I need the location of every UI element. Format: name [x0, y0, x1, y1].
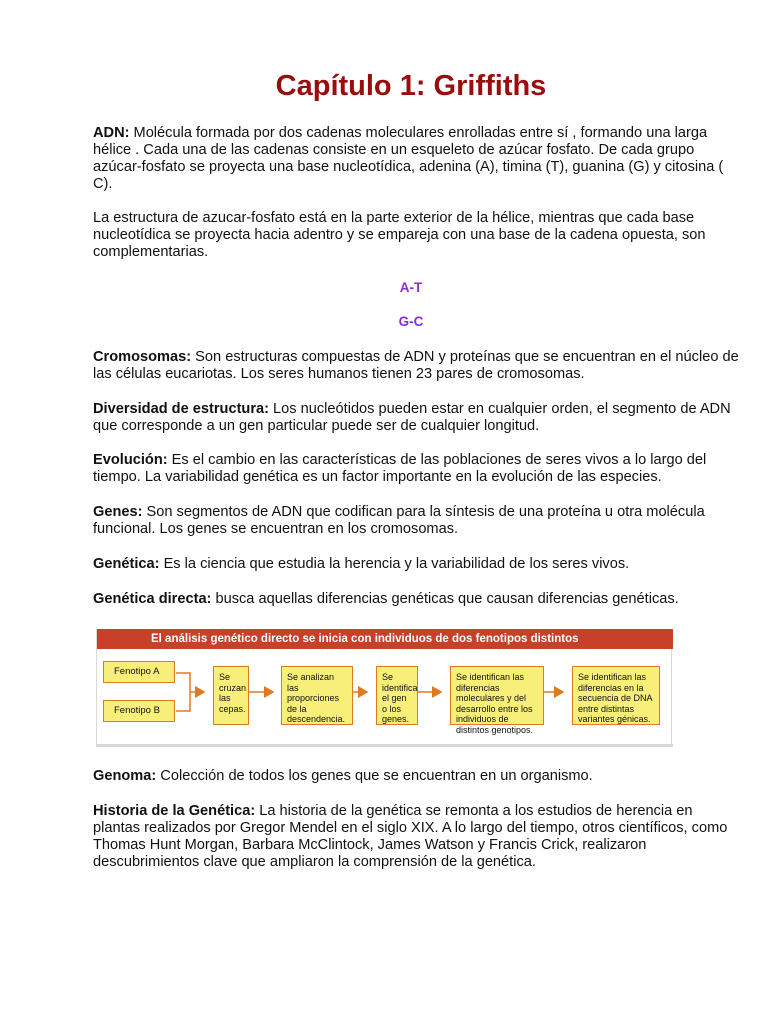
diagram-bottom-border [97, 744, 673, 747]
definition-text: Son estructuras compuestas de ADN y proteínas que se encuentran en el núcleo de las células eucariotas. Los seres humanos tienen 23 pares de cromosomas. [93, 349, 739, 382]
definition-text: Son segmentos de ADN que codifican para la síntesis de una proteína u otra molécula funcional. Los genes se encuentran en los cromosomas. [93, 504, 705, 537]
definition-genetica-directa [93, 591, 739, 608]
definition-cromosomas [93, 349, 739, 383]
bracket-connector [176, 673, 190, 711]
definition-genes [93, 504, 739, 538]
definition-text: Es el cambio en las características de las poblaciones de seres vivos a lo largo del tiempo. La variabilidad genética es un factor importante en la evolución de las especies. [93, 452, 707, 485]
definition-term: Diversidad de estructura: [93, 401, 269, 417]
step-analyze-box: Se analizan las proporciones de la descendencia. [281, 666, 353, 725]
definition-genoma [93, 768, 739, 785]
structure-paragraph: La estructura de azucar-fosfato está en la parte exterior de la hélice, mientras que cada base nucleotídica se proyecta hacia adentro y se empareja con una base de la cadena opuesta, son complementarias. [93, 210, 706, 260]
step-identify-gene-box: Se identifica el gen o los genes. [376, 666, 418, 725]
definition-term: Historia de la Genética: [93, 803, 256, 819]
definition-evolucion [93, 452, 739, 486]
step-molecular-box: Se identifican las diferencias moleculares y del desarrollo entre los individuos de distintos genotipos. [450, 666, 544, 725]
definition-genetica [93, 556, 739, 573]
definition-term: Genética: [93, 556, 160, 572]
phenotype-b-box: Fenotipo B [103, 700, 175, 722]
step-cross-box: Se cruzan las cepas. [213, 666, 249, 725]
base-pair-at: A-T [399, 280, 423, 295]
adn-definition [93, 125, 739, 193]
base-pair-gc: G-C [398, 314, 424, 329]
definition-text: La historia de la genética se remonta a los estudios de herencia en plantas realizados por Gregor Mendel en el siglo XIX. A lo largo del tiempo, otros científicos, como Thomas Hunt Morgan, Barbara McClintock, James Watson y Francis Crick, realizaron descubrimientos clave que ampliaron la comprensión de la genética. [93, 803, 728, 870]
definition-term: Genoma: [93, 768, 157, 784]
adn-text: Molécula formada por dos cadenas moleculares enrolladas entre sí , formando una larga hélice . Cada una de las cadenas consiste en un esqueleto de azúcar fosfato. De cada grupo azúcar-fosfato se proyecta una base nucleotídica, adenina (A), timina (T), guanina (G) y citosina ( C). [93, 125, 724, 192]
step-dna-box: Se identifican las diferencias en la secuencia de DNA entre distintas variantes génicas. [572, 666, 660, 725]
definition-text: Es la ciencia que estudia la herencia y la variabilidad de los seres vivos. [159, 556, 630, 572]
phenotype-a-box: Fenotipo A [103, 661, 175, 683]
diagram-header: El análisis genético directo se inicia con individuos de dos fenotipos distintos [97, 629, 673, 649]
definition-term: Genética directa: [93, 591, 212, 607]
definition-text: busca aquellas diferencias genéticas que causan diferencias genéticas. [211, 591, 679, 607]
forward-genetics-diagram [96, 629, 672, 747]
adn-term: ADN: [93, 125, 130, 141]
definition-term: Cromosomas: [93, 349, 192, 365]
page-title: Capítulo 1: Griffiths [275, 70, 547, 102]
definition-text: Colección de todos los genes que se encuentran en un organismo. [156, 768, 593, 784]
definition-term: Genes: [93, 504, 143, 520]
definition-historia [93, 803, 739, 871]
definition-diversidad [93, 401, 739, 435]
definition-text: Los nucleótidos pueden estar en cualquier orden, el segmento de ADN que corresponde a un gen particular puede ser de cualquier longitud. [93, 401, 731, 434]
definition-term: Evolución: [93, 452, 168, 468]
